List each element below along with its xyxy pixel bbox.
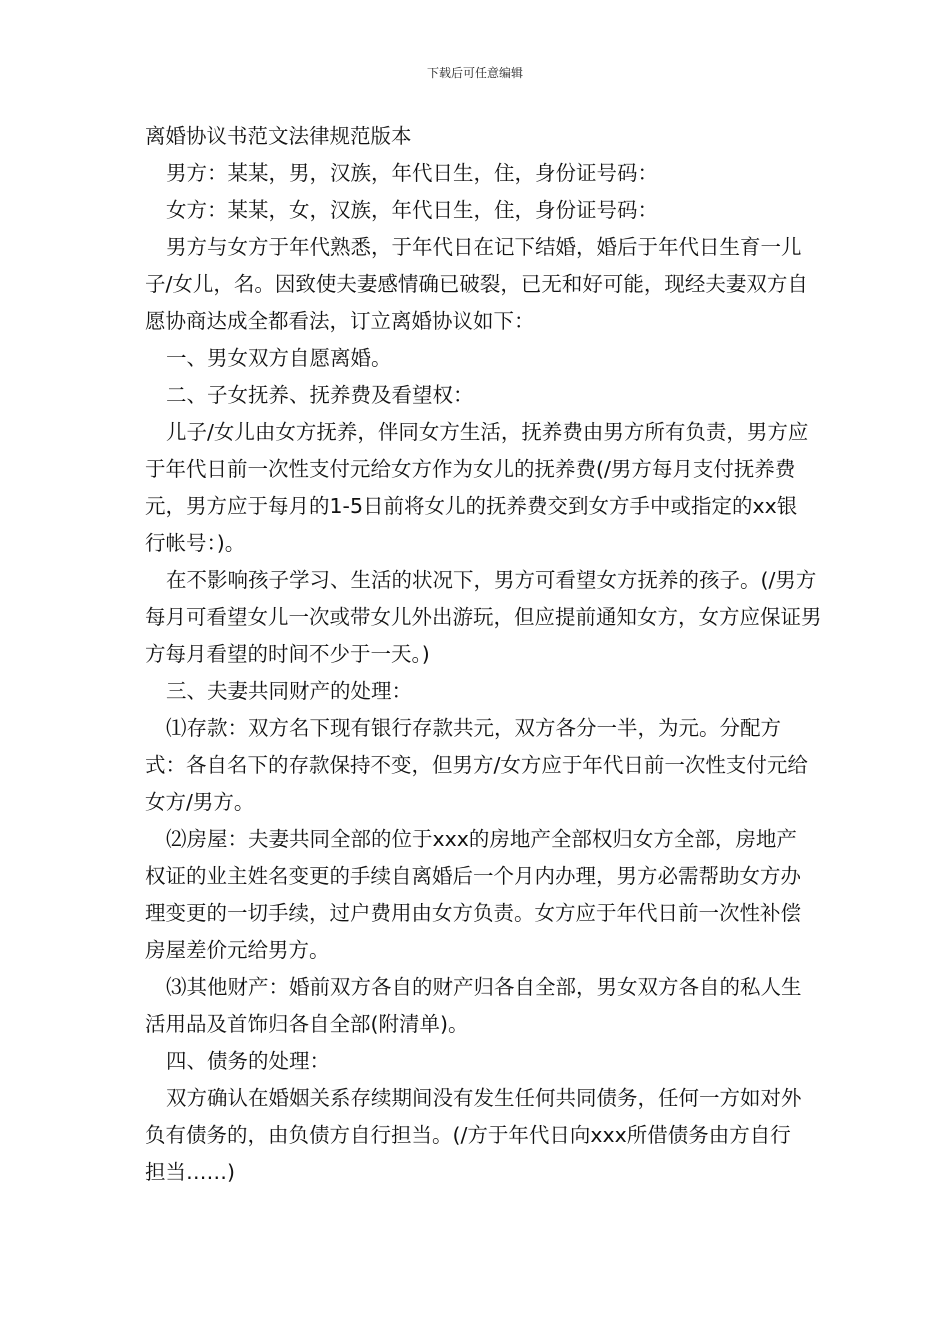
paragraph-background: 男方与女方于年代熟悉，于年代日在记下结婚，婚后于年代日生育一儿子/女儿，名。因致使夫妻感情确已破裂，已无和好可能，现经夫妻双方自愿协商达成全都看法，订立离婚协议如下：	[145, 235, 808, 333]
document-title: 离婚协议书范文法律规范版本	[145, 124, 412, 148]
page-header: 下载后可任意编辑	[426, 66, 523, 80]
paragraph-debts: 双方确认在婚姻关系存续期间没有发生任何共同债务，任何一方如对外负有债务的，由负债方自行担当。(/方于年代日向xxx所借债务由方自行担当……)	[145, 1086, 802, 1184]
section-heading-property: 三、夫妻共同财产的处理：	[166, 679, 412, 703]
section-heading-debts: 四、债务的处理：	[166, 1049, 330, 1073]
paragraph-child-support: 儿子/女儿由女方抚养，伴同女方生活，抚养费由男方所有负责，男方应于年代日前一次性支付元给女方作为女儿的抚养费(/男方每月支付抚养费元，男方应于每月的1-5日前将女儿的抚养费交到女方手中或指定的xx银行帐号：)。	[145, 420, 809, 555]
paragraph-savings: ⑴存款：双方名下现有银行存款共元，双方各分一半，为元。分配方式：各自名下的存款保持不变，但男方/女方应于年代日前一次性支付元给女方/男方。	[145, 716, 808, 814]
section-heading-children: 二、子女抚养、抚养费及看望权：	[166, 383, 474, 407]
document-body	[145, 118, 822, 1191]
paragraph-other-property: ⑶其他财产：婚前双方各自的财产归各自全部，男女双方各自的私人生活用品及首饰归各自全部(附清单)。	[145, 975, 802, 1036]
paragraph-housing: ⑵房屋：夫妻共同全部的位于xxx的房地产全部权归女方全部，房地产权证的业主姓名变更的手续自离婚后一个月内办理，男方必需帮助女方办理变更的一切手续，过户费用由女方负责。女方应于年代日前一次性补偿房屋差价元给男方。	[145, 827, 801, 962]
paragraph-wife-info: 女方：某某，女，汉族，年代日生，住，身份证号码：	[166, 198, 658, 222]
section-heading-divorce: 一、男女双方自愿离婚。	[166, 346, 392, 370]
paragraph-husband-info: 男方：某某，男，汉族，年代日生，住，身份证号码：	[166, 161, 658, 185]
paragraph-visitation: 在不影响孩子学习、生活的状况下，男方可看望女方抚养的孩子。(/男方每月可看望女儿一次或带女儿外出游玩，但应提前通知女方，女方应保证男方每月看望的时间不少于一天。)	[145, 568, 822, 666]
